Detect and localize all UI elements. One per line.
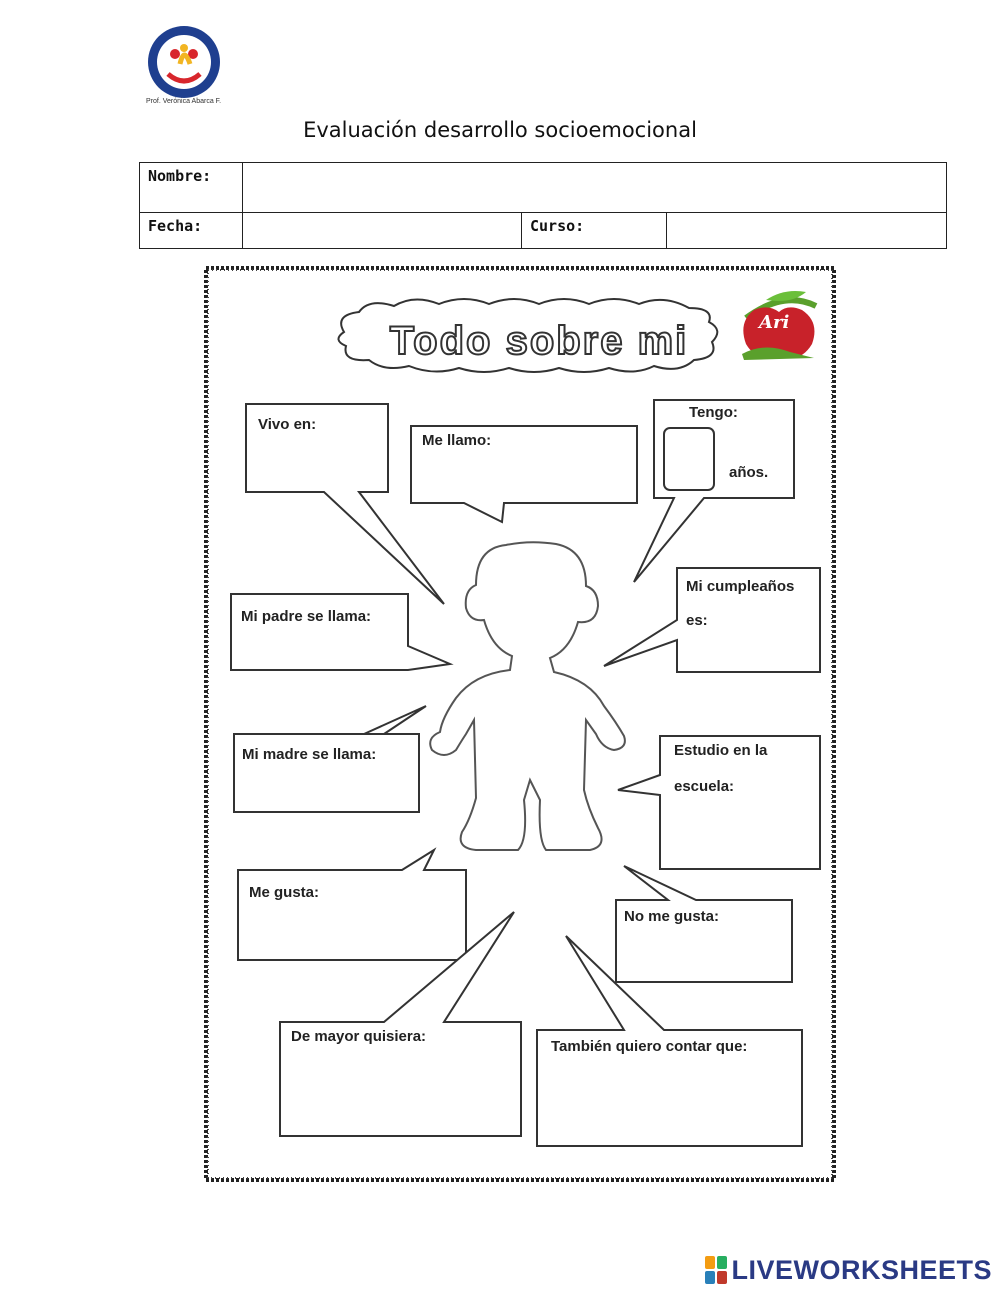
label-anos: años. — [729, 464, 769, 481]
label-padre: Mi padre se llama: — [241, 608, 372, 625]
answer-no-me-gusta[interactable] — [620, 932, 788, 978]
fecha-field[interactable] — [243, 213, 522, 249]
answer-vivo-en[interactable] — [252, 440, 382, 488]
label-tambien: También quiero contar que: — [551, 1038, 748, 1055]
liveworksheets-text: LIVEWORKSHEETS — [731, 1254, 992, 1285]
label-cumple-1: Mi cumpleaños — [686, 578, 795, 595]
answer-me-gusta[interactable] — [242, 906, 462, 956]
teacher-name: Prof. Verónica Abarca F. — [146, 98, 222, 105]
nombre-field[interactable] — [243, 163, 947, 213]
label-me-gusta: Me gusta: — [249, 884, 320, 901]
page-title: Evaluación desarrollo socioemocional — [303, 118, 697, 142]
curso-field[interactable] — [667, 213, 947, 249]
liveworksheets-brand — [705, 1254, 992, 1286]
banner-title: Todo sobre mi — [389, 319, 689, 363]
answer-tambien[interactable] — [542, 1062, 797, 1142]
nombre-label: Nombre: — [140, 163, 243, 213]
school-logo — [146, 24, 222, 100]
answer-madre[interactable] — [239, 768, 414, 808]
child-figure-outline — [430, 542, 625, 850]
fecha-label: Fecha: — [140, 213, 243, 249]
label-tengo: Tengo: — [689, 404, 738, 421]
label-no-me-gusta: No me gusta: — [624, 908, 720, 925]
label-escuela-1: Estudio en la — [674, 742, 768, 759]
label-madre: Mi madre se llama: — [242, 746, 377, 763]
answer-me-llamo[interactable] — [416, 456, 631, 498]
student-info-table — [139, 162, 947, 249]
answer-edad[interactable] — [666, 430, 712, 488]
label-me-llamo: Me llamo: — [422, 432, 492, 449]
label-vivo-en: Vivo en: — [258, 416, 317, 433]
liveworksheets-logo-icon — [705, 1256, 727, 1284]
label-cumple-2: es: — [686, 612, 708, 629]
banner-title-svg — [354, 306, 724, 376]
label-mayor: De mayor quisiera: — [291, 1028, 427, 1045]
answer-cumpleanos[interactable] — [714, 610, 814, 666]
curso-label: Curso: — [522, 213, 667, 249]
apple-badge-text: Ari — [759, 312, 790, 333]
answer-escuela[interactable] — [746, 776, 816, 864]
answer-padre[interactable] — [236, 630, 404, 666]
label-escuela-2: escuela: — [674, 778, 735, 795]
worksheet — [194, 260, 844, 1190]
answer-de-mayor[interactable] — [284, 1052, 516, 1132]
